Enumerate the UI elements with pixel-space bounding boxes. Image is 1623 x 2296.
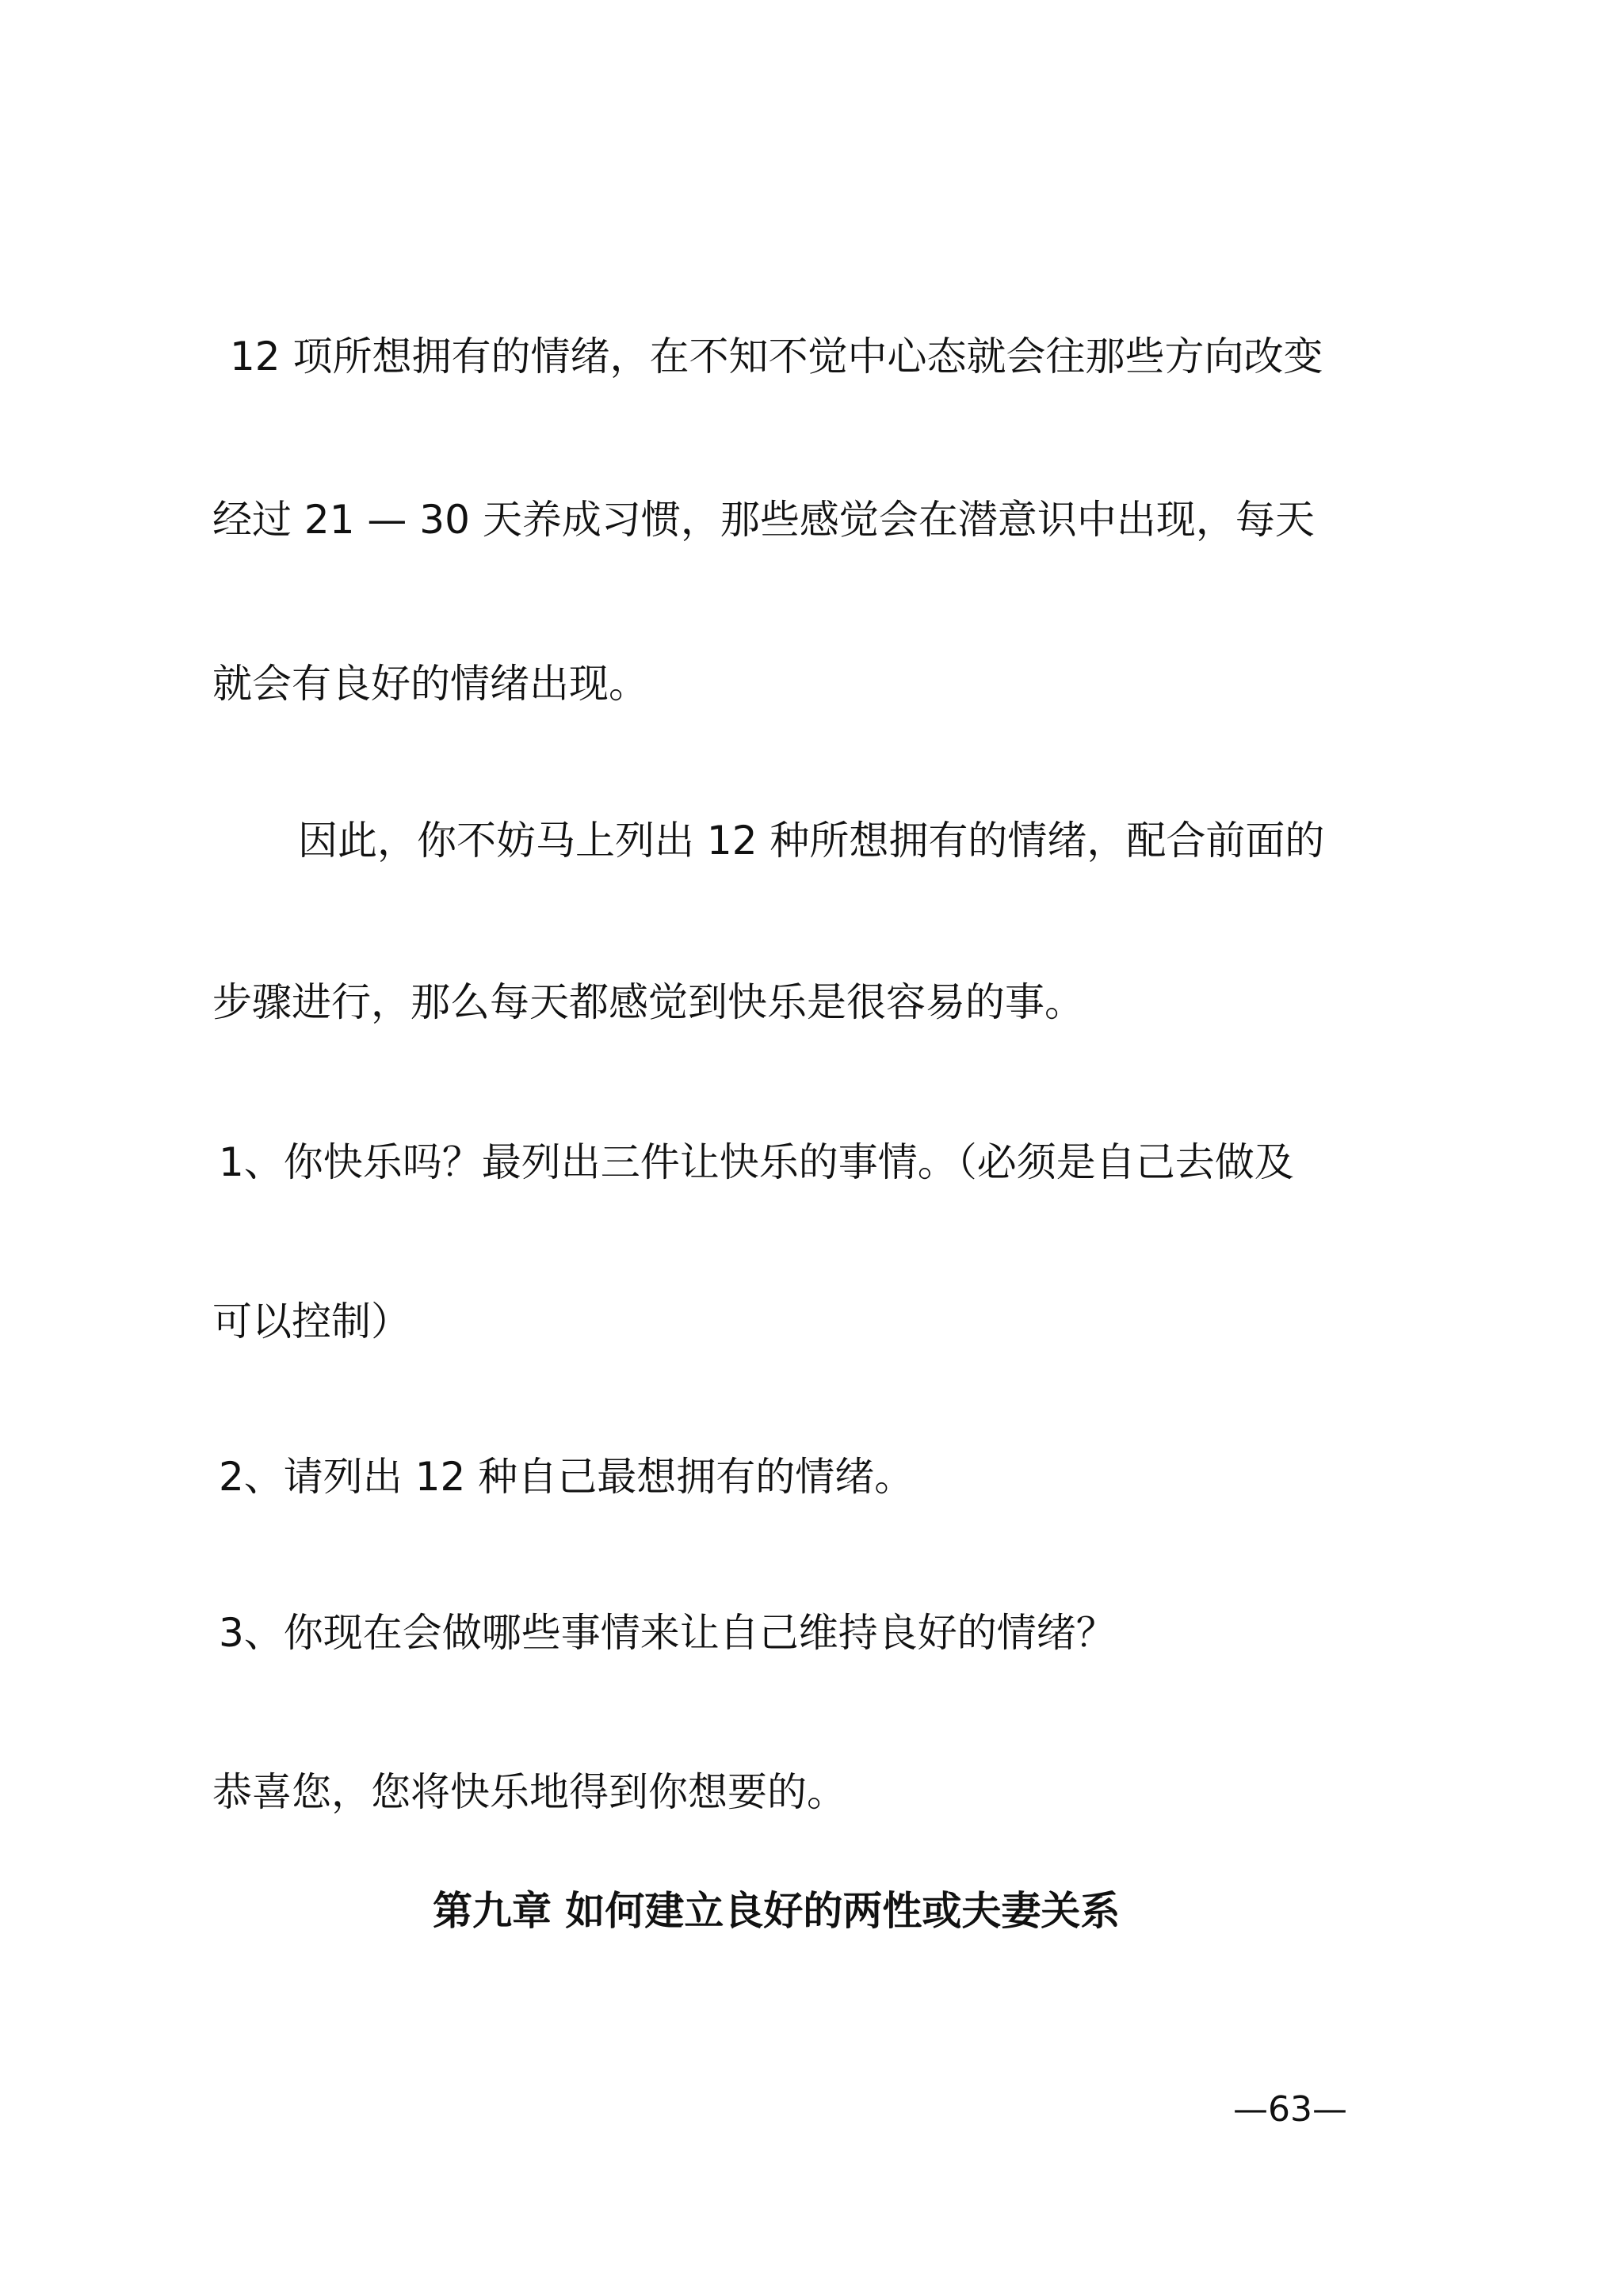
text-line-4: 因此，你不妨马上列出 12 种所想拥有的情绪，配合前面的 <box>298 818 1325 864</box>
text-line-6: 1、你快乐吗？最列出三件让快乐的事情。（必须是自己去做及 <box>219 1139 1294 1185</box>
chapter-heading: 第九章 如何建立良好的两性或夫妻关系 <box>433 1888 1121 1934</box>
text-line-10: 恭喜您，您将快乐地得到你想要的。 <box>212 1769 846 1815</box>
text-line-3: 就会有良好的情绪出现。 <box>212 661 648 707</box>
page-number: —63— <box>1233 2089 1347 2130</box>
text-line-5: 步骤进行，那么每天都感觉到快乐是很容易的事。 <box>212 979 1084 1025</box>
text-line-9: 3、你现在会做哪些事情来让自己维持良好的情绪？ <box>219 1610 1116 1656</box>
text-line-7: 可以控制） <box>212 1299 411 1344</box>
text-line-2: 经过 21 — 30 天养成习惯，那些感觉会在潜意识中出现，每天 <box>212 497 1315 543</box>
text-line-1: 12 项所想拥有的情绪，在不知不觉中心态就会往那些方向改变 <box>230 334 1323 379</box>
text-line-8: 2、请列出 12 种自己最想拥有的情绪。 <box>219 1454 915 1500</box>
